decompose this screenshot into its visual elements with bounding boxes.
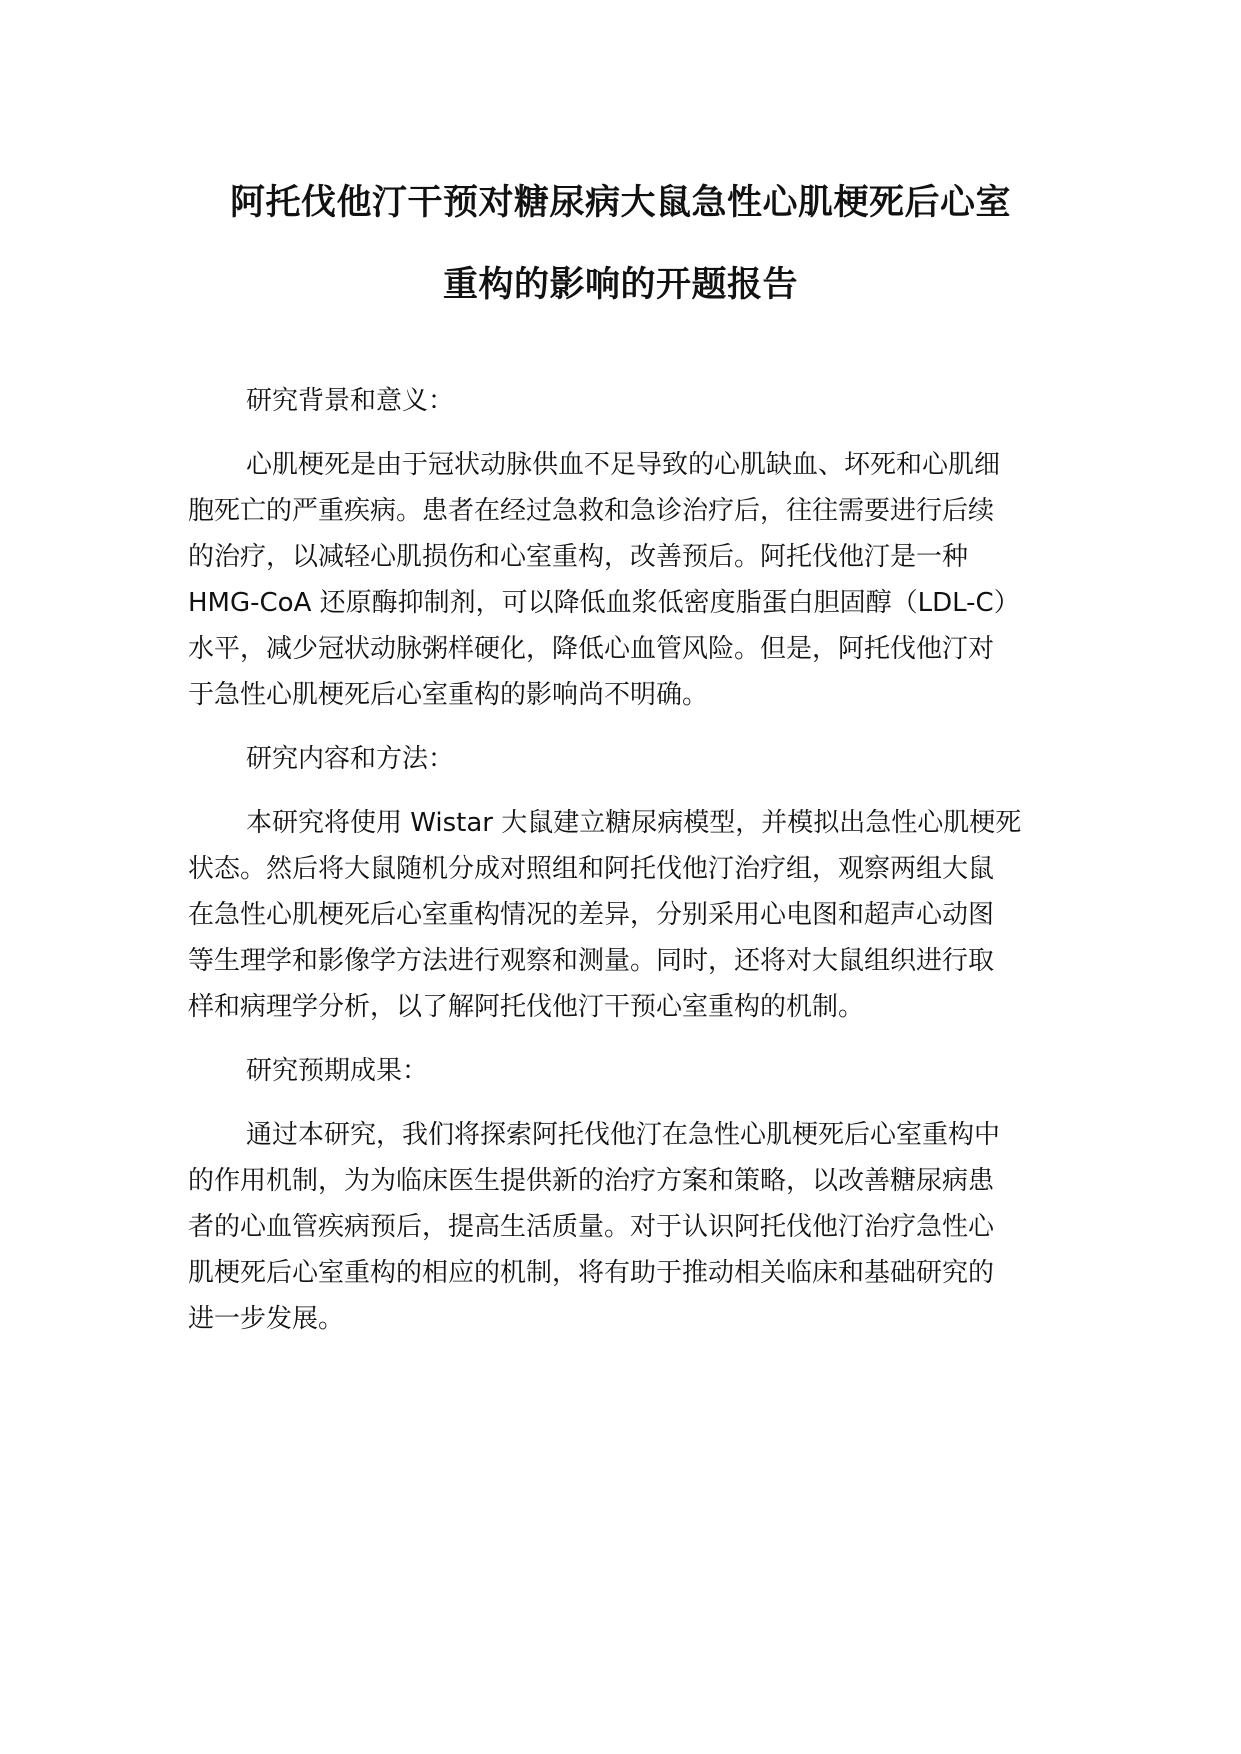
paragraph-line: 样和病理学分析，以了解阿托伐他汀干预心室重构的机制。 xyxy=(188,992,865,1022)
section-paragraph-background xyxy=(188,442,1048,718)
section-paragraph-methods xyxy=(188,800,1048,1030)
document-title-line-2: 重构的影响的开题报告 xyxy=(442,265,798,305)
paragraph-line: 的作用机制，为为临床医生提供新的治疗方案和策略，以改善糖尿病患 xyxy=(188,1166,995,1196)
section-heading-outcomes: 研究预期成果： xyxy=(246,1056,429,1086)
paragraph-line: 于急性心肌梗死后心室重构的影响尚不明确。 xyxy=(188,680,709,710)
paragraph-line: 心肌梗死是由于冠状动脉供血不足导致的心肌缺血、坏死和心肌细 xyxy=(246,450,1001,480)
paragraph-line: 状态。然后将大鼠随机分成对照组和阿托伐他汀治疗组，观察两组大鼠 xyxy=(188,854,995,884)
paragraph-line: 本研究将使用 Wistar 大鼠建立糖尿病模型，并模拟出急性心肌梗死 xyxy=(246,808,1022,838)
paragraph-line: 胞死亡的严重疾病。患者在经过急救和急诊治疗后，往往需要进行后续 xyxy=(188,496,995,526)
paragraph-line: 在急性心肌梗死后心室重构情况的差异，分别采用心电图和超声心动图 xyxy=(188,900,995,930)
document-title-line-1: 阿托伐他汀干预对糖尿病大鼠急性心肌梗死后心室 xyxy=(229,183,1011,223)
paragraph-line: 进一步发展。 xyxy=(188,1304,345,1334)
paragraph-line: 等生理学和影像学方法进行观察和测量。同时，还将对大鼠组织进行取 xyxy=(188,946,995,976)
document-body xyxy=(188,378,1048,1360)
paragraph-line: 的治疗，以减轻心肌损伤和心室重构，改善预后。阿托伐他汀是一种 xyxy=(188,542,969,572)
paragraph-line: 通过本研究，我们将探索阿托伐他汀在急性心肌梗死后心室重构中 xyxy=(246,1120,1001,1150)
section-heading-methods: 研究内容和方法： xyxy=(246,744,455,774)
paragraph-line: 者的心血管疾病预后，提高生活质量。对于认识阿托伐他汀治疗急性心 xyxy=(188,1212,995,1242)
paragraph-line: HMG-CoA 还原酶抑制剂，可以降低血浆低密度脂蛋白胆固醇（LDL-C） xyxy=(188,588,1020,618)
section-heading-background: 研究背景和意义： xyxy=(246,386,455,416)
paragraph-line: 水平，减少冠状动脉粥样硬化，降低心血管风险。但是，阿托伐他汀对 xyxy=(188,634,995,664)
paragraph-line: 肌梗死后心室重构的相应的机制，将有助于推动相关临床和基础研究的 xyxy=(188,1258,995,1288)
section-paragraph-outcomes xyxy=(188,1112,1048,1342)
